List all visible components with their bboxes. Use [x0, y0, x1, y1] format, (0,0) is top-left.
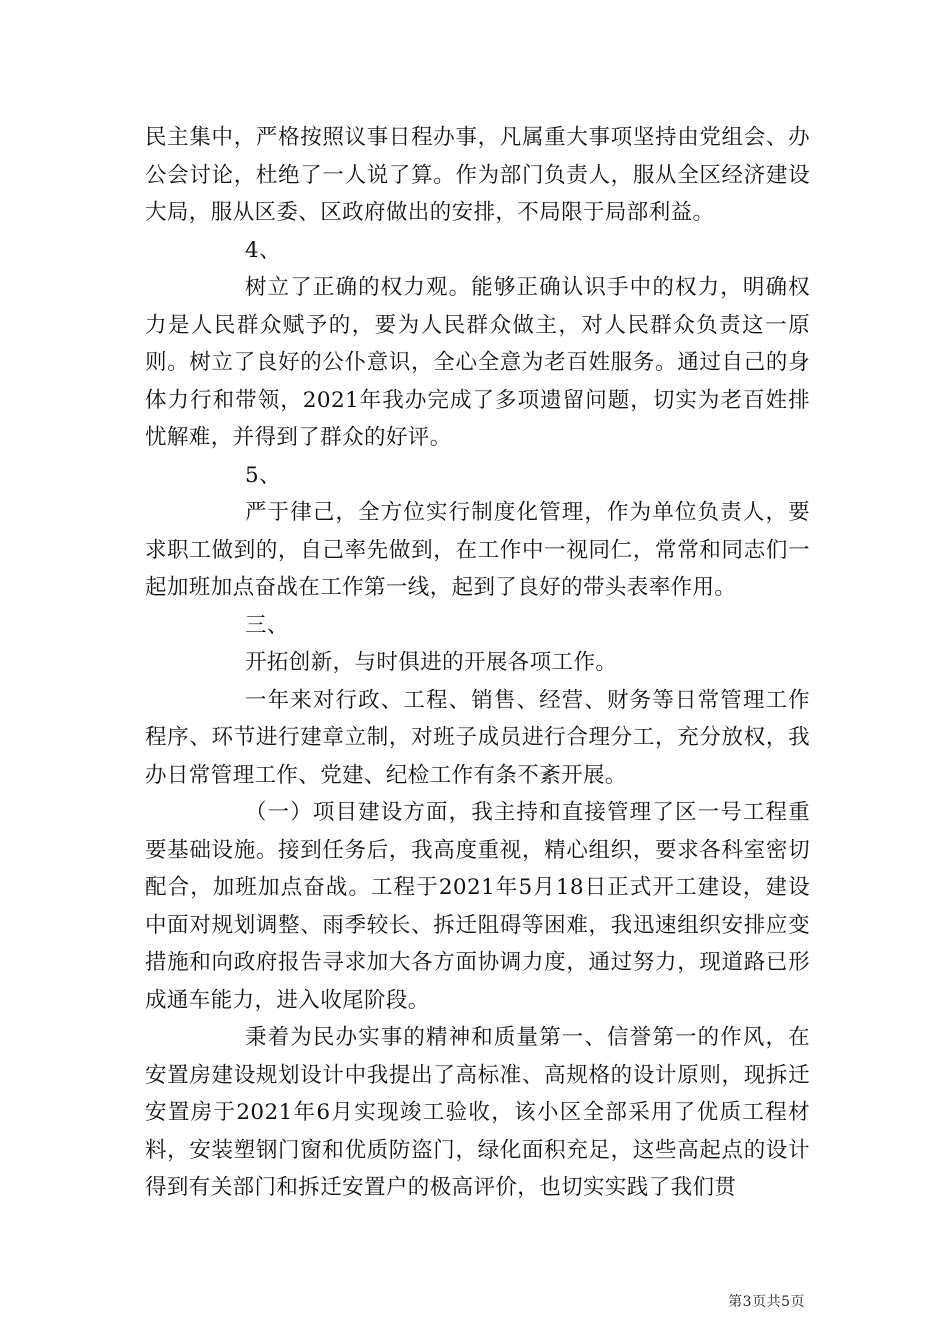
paragraph-innovation-heading: 开拓创新，与时俱进的开展各项工作。	[245, 650, 618, 675]
paragraph-continuation: 民主集中，严格按照议事日程办事，凡属重大事项坚持由党组会、办公会讨论，杜绝了一人说了算。作为部门负责人，服从全区经济建设大局，服从区委、区政府做出的安排，不局限于局部利益。	[145, 125, 810, 225]
section-heading-3: 三、	[245, 612, 289, 638]
paragraph-project-construction: （一）项目建设方面，我主持和直接管理了区一号工程重要基础设施。接到任务后，我高度重视，精心组织，要求各科室密切配合，加班加点奋战。工程于2021年5月18日正式开工建设，建设中面对规划调整、雨季较长、拆迁阻碍等困难，我迅速组织安排应变措施和向政府报告寻求加大各方面协调力度，通过努力，现道路已形成通车能力，进入收尾阶段。	[145, 800, 810, 1013]
paragraph-self-discipline: 严于律己，全方位实行制度化管理，作为单位负责人，要求职工做到的，自己率先做到，在工作中一视同仁，常常和同志们一起加班加点奋战在工作第一线，起到了良好的带头表率作用。	[145, 500, 810, 600]
section-number-5: 5、	[245, 462, 281, 488]
paragraph-power-view: 树立了正确的权力观。能够正确认识手中的权力，明确权力是人民群众赋予的，要为人民群众做主，对人民群众负责这一原则。树立了良好的公仆意识，全心全意为老百姓服务。通过自己的身体力行和带领，2021年我办完成了多项遗留问题，切实为老百姓排忧解难，并得到了群众的好评。	[145, 275, 810, 450]
paragraph-management: 一年来对行政、工程、销售、经营、财务等日常管理工作程序、环节进行建章立制，对班子成员进行合理分工，充分放权，我办日常管理工作、党建、纪检工作有条不紊开展。	[145, 687, 810, 788]
section-number-4: 4、	[245, 237, 281, 263]
page-number-footer: 第3页共5页	[728, 1294, 805, 1310]
document-body	[145, 119, 810, 1207]
paragraph-resettlement-housing: 秉着为民办实事的精神和质量第一、信誉第一的作风，在安置房建设规划设计中我提出了高标准、高规格的设计原则，现拆迁安置房于2021年6月实现竣工验收，该小区全部采用了优质工程材料，安装塑钢门窗和优质防盗门，绿化面积充足，这些高起点的设计得到有关部门和拆迁安置户的极高评价，也切实实践了我们贯	[145, 1025, 810, 1200]
